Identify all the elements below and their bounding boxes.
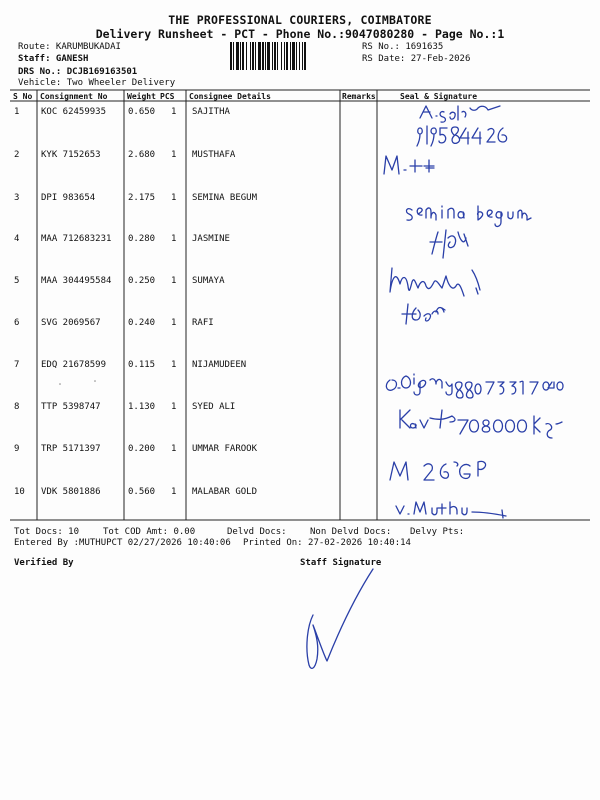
handwritten-signatures bbox=[380, 102, 590, 520]
barcode-bar bbox=[258, 42, 261, 70]
row-pcs: 1 bbox=[171, 276, 177, 286]
row-consignment: SVG 2069567 bbox=[41, 318, 101, 328]
row-sno: 1 bbox=[14, 107, 20, 117]
row-consignee: SAJITHA bbox=[192, 107, 230, 117]
row-pcs: 1 bbox=[171, 234, 177, 244]
barcode-bar bbox=[233, 42, 234, 70]
barcode-image bbox=[230, 42, 358, 70]
signature-row-10 bbox=[396, 502, 506, 518]
row-consignment: DPI 983654 bbox=[41, 193, 96, 203]
header-sno: S No bbox=[13, 92, 33, 101]
barcode-bar bbox=[240, 42, 241, 70]
row-weight: 0.115 bbox=[128, 360, 156, 370]
barcode-bar bbox=[277, 42, 278, 70]
row-consignee: MALABAR GOLD bbox=[192, 487, 258, 497]
signature-row-7 bbox=[386, 374, 563, 398]
barcode-bar bbox=[252, 42, 254, 70]
signature-row-6 bbox=[402, 304, 445, 324]
row-consignment: TRP 5171397 bbox=[41, 444, 101, 454]
header-consignment: Consignment No bbox=[40, 92, 108, 101]
header-pcs: PCS bbox=[160, 92, 175, 101]
row-consignee: RAFI bbox=[192, 318, 214, 328]
row-weight: 0.650 bbox=[128, 107, 156, 117]
row-consignment: KOC 62459935 bbox=[41, 107, 107, 117]
entered-by: Entered By :MUTHUPCT 02/27/2026 10:40:06 bbox=[14, 538, 231, 548]
signature-row-3 bbox=[406, 206, 531, 226]
row-sno: 4 bbox=[14, 234, 20, 244]
signature-row-8 bbox=[400, 410, 562, 438]
row-pcs: 1 bbox=[171, 444, 177, 454]
row-sno: 6 bbox=[14, 318, 20, 328]
row-weight: 0.280 bbox=[128, 234, 156, 244]
barcode-bar bbox=[281, 42, 282, 70]
row-weight: 2.680 bbox=[128, 150, 156, 160]
runsheet-title: Delivery Runsheet - PCT - Phone No.:9047080280 - Page No.:1 bbox=[95, 27, 505, 41]
barcode-bar bbox=[262, 42, 264, 70]
barcode-bar bbox=[284, 42, 285, 70]
barcode-bar bbox=[236, 42, 239, 70]
row-consignee: SUMAYA bbox=[192, 276, 225, 286]
barcode-bar bbox=[272, 42, 273, 70]
barcode-bar bbox=[292, 42, 295, 70]
delivered-docs: Delvd Docs: bbox=[227, 527, 287, 537]
row-pcs: 1 bbox=[171, 487, 177, 497]
barcode-bar bbox=[299, 42, 300, 70]
signature-row-1 bbox=[417, 106, 507, 146]
row-consignee: UMMAR FAROOK bbox=[192, 444, 258, 454]
barcode-bar bbox=[242, 42, 244, 70]
row-sno: 8 bbox=[14, 402, 20, 412]
row-pcs: 1 bbox=[171, 402, 177, 412]
total-cod-amount: Tot COD Amt: 0.00 bbox=[103, 527, 196, 537]
row-consignment: MAA 712683231 bbox=[41, 234, 112, 244]
row-sno: 7 bbox=[14, 360, 20, 370]
drs-number: DRS No.: DCJB169163501 bbox=[18, 67, 138, 77]
barcode-bar bbox=[267, 42, 270, 70]
row-weight: 0.560 bbox=[128, 487, 156, 497]
row-consignment: KYK 7152653 bbox=[41, 150, 101, 160]
signature-row-2 bbox=[384, 156, 434, 174]
rs-date: RS Date: 27-Feb-2026 bbox=[362, 54, 471, 64]
barcode-bar bbox=[230, 42, 232, 70]
row-weight: 2.175 bbox=[128, 193, 156, 203]
row-consignee: SEMINA BEGUM bbox=[192, 193, 258, 203]
row-weight: 0.250 bbox=[128, 276, 156, 286]
barcode-bar bbox=[296, 42, 297, 70]
row-weight: 0.200 bbox=[128, 444, 156, 454]
header-consignee: Consignee Details bbox=[189, 92, 271, 101]
header-weight: Weight bbox=[127, 92, 156, 101]
barcode-bar bbox=[250, 42, 251, 70]
barcode-bar bbox=[246, 42, 247, 70]
row-consignment: EDQ 21678599 bbox=[41, 360, 107, 370]
row-consignee: SYED ALI bbox=[192, 402, 236, 412]
row-consignment: TTP 5398747 bbox=[41, 402, 101, 412]
barcode-bar bbox=[290, 42, 291, 70]
row-consignee: MUSTHAFA bbox=[192, 150, 236, 160]
row-pcs: 1 bbox=[171, 107, 177, 117]
verified-by-label: Verified By bbox=[14, 558, 74, 568]
barcode-bar bbox=[304, 42, 306, 70]
row-sno: 10 bbox=[14, 487, 25, 497]
row-sno: 9 bbox=[14, 444, 20, 454]
row-consignment: MAA 304495584 bbox=[41, 276, 112, 286]
delivery-points: Delvy Pts: bbox=[410, 527, 465, 537]
staff-signature-image bbox=[285, 565, 385, 685]
barcode-bar bbox=[274, 42, 276, 70]
row-pcs: 1 bbox=[171, 318, 177, 328]
barcode-bar bbox=[255, 42, 256, 70]
row-consignee: NIJAMUDEEN bbox=[192, 360, 247, 370]
row-sno: 2 bbox=[14, 150, 20, 160]
row-consignee: JASMINE bbox=[192, 234, 230, 244]
row-sno: 3 bbox=[14, 193, 20, 203]
row-weight: 1.130 bbox=[128, 402, 156, 412]
barcode-bar bbox=[286, 42, 288, 70]
non-delivered-docs: Non Delvd Docs: bbox=[310, 527, 392, 537]
total-docs: Tot Docs: 10 bbox=[14, 527, 80, 537]
signature-row-4-5 bbox=[390, 230, 480, 296]
header-seal-signature: Seal & Signature bbox=[400, 92, 478, 101]
staff-label: Staff: GANESH bbox=[18, 54, 89, 64]
row-pcs: 1 bbox=[171, 193, 177, 203]
row-pcs: 1 bbox=[171, 360, 177, 370]
barcode-bar bbox=[265, 42, 266, 70]
company-name: THE PROFESSIONAL COURIERS, COIMBATORE bbox=[168, 13, 432, 27]
signature-row-9 bbox=[390, 461, 486, 480]
rs-number: RS No.: 1691635 bbox=[362, 42, 444, 52]
header-remarks: Remarks bbox=[342, 92, 376, 101]
row-sno: 5 bbox=[14, 276, 20, 286]
barcode-bar bbox=[302, 42, 303, 70]
staff-signature-label: Staff Signature bbox=[300, 558, 382, 568]
row-weight: 0.240 bbox=[128, 318, 156, 328]
row-consignment: VDK 5801886 bbox=[41, 487, 101, 497]
printed-on: Printed On: 27-02-2026 10:40:14 bbox=[243, 538, 411, 548]
row-pcs: 1 bbox=[171, 150, 177, 160]
route-label: Route: KARUMBUKADAI bbox=[18, 42, 121, 52]
vehicle-label: Vehicle: Two Wheeler Delivery bbox=[18, 78, 176, 88]
